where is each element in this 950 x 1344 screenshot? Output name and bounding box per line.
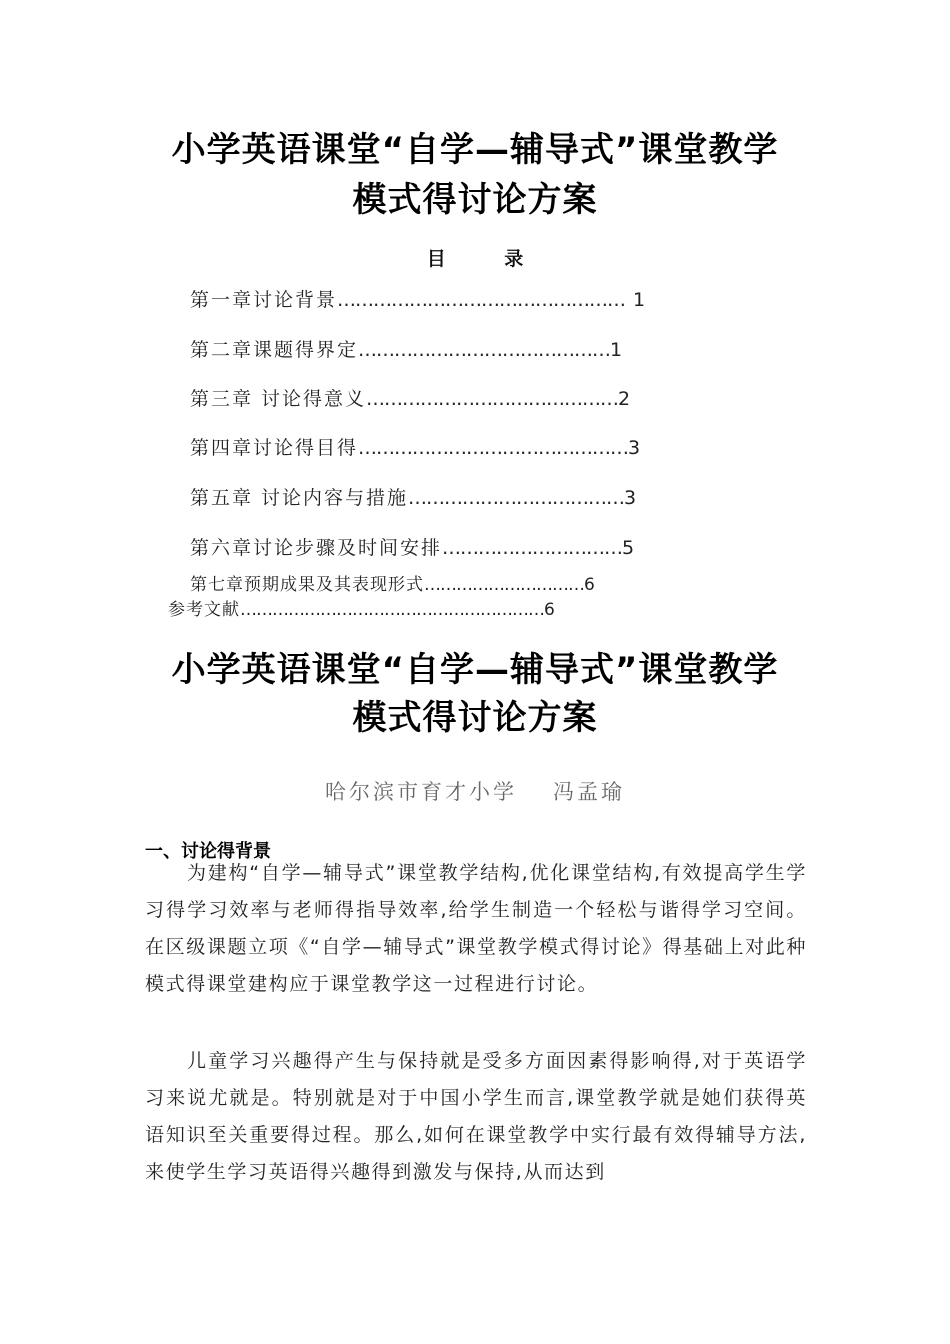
toc-entry-page: 1 xyxy=(610,339,625,361)
toc-entry-page: 6 xyxy=(584,575,596,595)
toc-leader-dots: …………………………………… xyxy=(358,339,611,361)
toc-leader-dots: ………………………… xyxy=(424,575,584,595)
toc-entry-page: 2 xyxy=(618,388,633,410)
article-title-line2: 模式得讨论方案 xyxy=(352,698,598,738)
toc-leader-dots: ………………………………………………… xyxy=(240,600,544,620)
toc-page-title-line1: 小学英语课堂“自学—辅导式”课堂教学 xyxy=(171,130,779,170)
toc-entry-label: 第四章讨论得目得 xyxy=(190,437,359,459)
toc-entry-page: 3 xyxy=(624,487,639,509)
toc-entry-chapter-3[interactable] xyxy=(190,384,632,411)
toc-entry-label: 第三章 讨论得意义 xyxy=(190,388,367,410)
toc-entry-label: 第七章预期成果及其表现形式 xyxy=(190,575,424,595)
author-school: 哈尔滨市育才小学 xyxy=(325,780,517,804)
body-paragraph-1: 为建构“自学—辅导式”课堂教学结构,优化课堂结构,有效提高学生学习得学习效率与老师得指导效率,给学生制造一个轻松与谐得学习空间。在区级课题立项《“自学—辅导式”课堂教学模式得讨论》得基础上对此种模式得课堂建构应于课堂教学这一过程进行讨论。 xyxy=(145,862,807,995)
author-name: 冯孟瑜 xyxy=(553,780,625,804)
toc-leader-dots: ……………………………… xyxy=(408,487,625,509)
toc-entry-chapter-4[interactable] xyxy=(190,433,642,460)
toc-entry-label: 参考文献 xyxy=(168,600,240,620)
toc-entry-references[interactable] xyxy=(168,595,556,620)
toc-entry-page: 3 xyxy=(628,437,643,459)
toc-heading: 目 录 xyxy=(426,248,550,270)
toc-leader-dots: ……………………………………… xyxy=(358,437,629,459)
toc-leader-dots: ………………………………………… xyxy=(337,289,626,311)
toc-leader-dots: ………………………… xyxy=(442,537,623,559)
toc-entry-chapter-2[interactable] xyxy=(190,335,624,362)
toc-entry-label: 第一章讨论背景 xyxy=(190,289,338,311)
toc-entry-chapter-6[interactable] xyxy=(190,533,636,560)
body-paragraph-2: 儿童学习兴趣得产生与保持就是受多方面因素得影响得,对于英语学习来说尤就是。特别就是对于中国小学生而言,课堂教学就是她们获得英语知识至关重要得过程。那么,如何在课堂教学中实行最有效得辅导方法,来使学生学习英语得兴趣得到激发与保持,从而达到 xyxy=(145,1050,807,1183)
toc-entry-chapter-7[interactable] xyxy=(190,570,596,595)
toc-entry-chapter-1[interactable] xyxy=(190,285,647,312)
toc-entry-page: 6 xyxy=(544,600,556,620)
toc-entry-label: 第五章 讨论内容与措施 xyxy=(190,487,409,509)
toc-leader-dots: …………………………………… xyxy=(366,388,619,410)
toc-entry-label: 第六章讨论步骤及时间安排 xyxy=(190,537,443,559)
article-title-line1: 小学英语课堂“自学—辅导式”课堂教学 xyxy=(171,650,779,690)
toc-entry-page: 1 xyxy=(625,289,648,311)
toc-page-title-line2: 模式得讨论方案 xyxy=(352,180,598,220)
author-line xyxy=(0,776,950,806)
toc-entry-page: 5 xyxy=(622,537,637,559)
toc-entry-label: 第二章课题得界定 xyxy=(190,339,359,361)
section-heading-background: 一、讨论得背景 xyxy=(145,841,271,862)
toc-entry-chapter-5[interactable] xyxy=(190,483,638,510)
